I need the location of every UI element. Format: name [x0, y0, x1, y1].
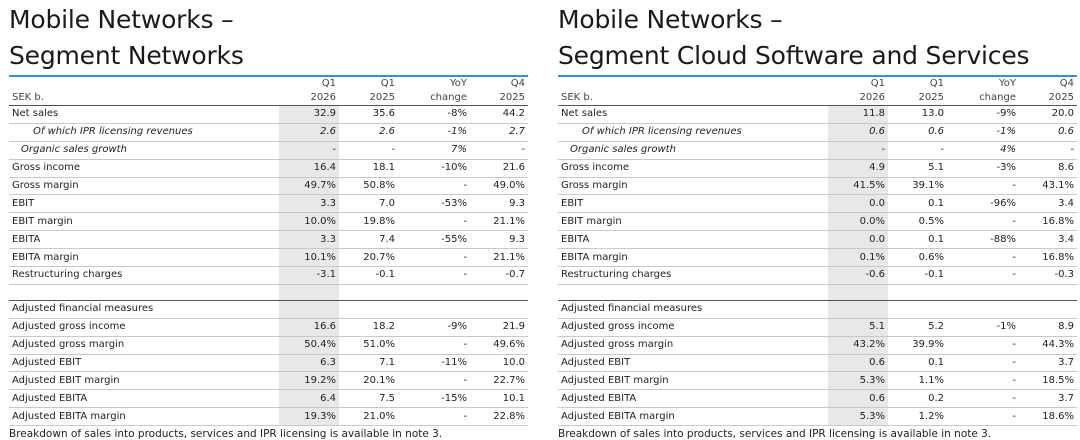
value-cell: 20.7% — [339, 249, 398, 267]
value-cell: 2.6 — [279, 123, 339, 141]
value-cell: -0.6 — [828, 267, 888, 285]
header-cell: Q1 — [929, 78, 944, 89]
value-cell: 4.9 — [828, 159, 888, 177]
header-row-year — [9, 91, 528, 106]
value-cell: - — [339, 141, 398, 159]
value-cell: - — [279, 141, 339, 159]
value-cell: 16.8% — [1019, 249, 1077, 267]
header-cell: change — [947, 91, 1019, 106]
value-cell: -96% — [947, 195, 1019, 213]
header-row-period — [9, 77, 528, 91]
value-cell: 19.2% — [279, 372, 339, 390]
value-cell: -9% — [947, 106, 1019, 124]
value-cell: - — [398, 336, 470, 354]
section-cell — [947, 300, 1019, 318]
section-cell — [339, 300, 398, 318]
value-cell: 21.1% — [470, 213, 528, 231]
header-empty — [558, 77, 828, 91]
title-line-1: Mobile Networks – — [9, 5, 234, 34]
value-cell: 0.0 — [828, 195, 888, 213]
value-cell: 20.0 — [1019, 106, 1077, 124]
value-cell: 10.1 — [470, 390, 528, 408]
value-cell: 19.3% — [279, 408, 339, 426]
table-row — [558, 106, 1077, 124]
spacer-cell — [279, 284, 339, 300]
value-cell: - — [470, 141, 528, 159]
value-cell: 0.6 — [828, 354, 888, 372]
header-cell: Q1 — [321, 78, 336, 89]
adjusted-table-row — [9, 372, 528, 390]
section-label: Adjusted financial measures — [558, 300, 828, 318]
row-label: Of which IPR licensing revenues — [9, 123, 279, 141]
spacer-cell — [558, 284, 828, 300]
value-cell: 39.1% — [888, 177, 947, 195]
value-cell: 5.3% — [828, 372, 888, 390]
header-cell: 2026 — [279, 91, 339, 106]
value-cell: 8.9 — [1019, 318, 1077, 336]
value-cell: 19.8% — [339, 213, 398, 231]
value-cell: -1% — [947, 123, 1019, 141]
value-cell: - — [398, 267, 470, 285]
value-cell: - — [398, 213, 470, 231]
value-cell: -1% — [398, 123, 470, 141]
value-cell: 49.6% — [470, 336, 528, 354]
row-label: EBIT margin — [558, 213, 828, 231]
value-cell: 22.8% — [470, 408, 528, 426]
adjusted-table-row — [9, 336, 528, 354]
value-cell: 2.6 — [339, 123, 398, 141]
header-cell: 2025 — [888, 91, 947, 106]
footnote: Breakdown of sales into products, services and IPR licensing is available in note 3. — [9, 428, 443, 440]
row-label: EBITA margin — [9, 249, 279, 267]
spacer-cell — [9, 284, 279, 300]
value-cell: - — [947, 177, 1019, 195]
value-cell: - — [947, 336, 1019, 354]
row-label: Restructuring charges — [9, 267, 279, 285]
row-label: Adjusted EBIT — [9, 354, 279, 372]
row-label: Adjusted gross margin — [9, 336, 279, 354]
value-cell: 4% — [947, 141, 1019, 159]
value-cell: 6.4 — [279, 390, 339, 408]
row-label: Gross margin — [558, 177, 828, 195]
adjusted-table-row — [558, 318, 1077, 336]
title-line-2: Segment Networks — [9, 41, 244, 70]
value-cell: 32.9 — [279, 106, 339, 124]
value-cell: 16.6 — [279, 318, 339, 336]
value-cell: 16.4 — [279, 159, 339, 177]
spacer-cell — [470, 284, 528, 300]
spacer-row — [558, 284, 1077, 300]
table-row — [558, 177, 1077, 195]
spacer-cell — [947, 284, 1019, 300]
row-label: EBIT — [558, 195, 828, 213]
value-cell: 0.6 — [1019, 123, 1077, 141]
row-label: Gross income — [558, 159, 828, 177]
value-cell: 21.1% — [470, 249, 528, 267]
value-cell: 7.4 — [339, 231, 398, 249]
value-cell: 3.7 — [1019, 354, 1077, 372]
value-cell: 0.5% — [888, 213, 947, 231]
value-cell: 50.4% — [279, 336, 339, 354]
row-label: EBITA — [558, 231, 828, 249]
row-label: EBIT — [9, 195, 279, 213]
value-cell: -53% — [398, 195, 470, 213]
value-cell: 21.9 — [470, 318, 528, 336]
value-cell: - — [947, 249, 1019, 267]
row-label: Gross margin — [9, 177, 279, 195]
header-cell: 2025 — [470, 91, 528, 106]
row-label: Adjusted gross income — [9, 318, 279, 336]
value-cell: 50.8% — [339, 177, 398, 195]
row-label: Of which IPR licensing revenues — [558, 123, 828, 141]
value-cell: 7.5 — [339, 390, 398, 408]
row-label: Adjusted gross income — [558, 318, 828, 336]
value-cell: 18.5% — [1019, 372, 1077, 390]
row-label: Adjusted gross margin — [558, 336, 828, 354]
adjusted-table-row — [558, 354, 1077, 372]
value-cell: 5.2 — [888, 318, 947, 336]
title-line-2: Segment Cloud Software and Services — [558, 41, 1030, 70]
value-cell: - — [947, 213, 1019, 231]
row-label: Restructuring charges — [558, 267, 828, 285]
header-row-period — [558, 77, 1077, 91]
value-cell: 10.1% — [279, 249, 339, 267]
segment-title — [9, 2, 528, 74]
adjusted-table-row — [558, 336, 1077, 354]
row-label: Organic sales growth — [558, 141, 828, 159]
value-cell: 6.3 — [279, 354, 339, 372]
value-cell: 18.6% — [1019, 408, 1077, 426]
header-cell: 2026 — [828, 91, 888, 106]
value-cell: 0.1 — [888, 354, 947, 372]
financial-table — [9, 77, 528, 426]
row-label: Adjusted EBITA margin — [558, 408, 828, 426]
value-cell: - — [398, 408, 470, 426]
table-row — [9, 231, 528, 249]
table-row — [558, 159, 1077, 177]
table-row — [9, 141, 528, 159]
value-cell: 3.7 — [1019, 390, 1077, 408]
header-row-year — [558, 91, 1077, 106]
row-label: EBITA — [9, 231, 279, 249]
adjusted-section-title — [558, 300, 1077, 318]
footnote: Breakdown of sales into products, services and IPR licensing is available in note 3. — [558, 428, 992, 440]
table-row — [9, 177, 528, 195]
value-cell: 0.1 — [888, 231, 947, 249]
value-cell: 0.6% — [888, 249, 947, 267]
panel-segment-networks — [9, 0, 528, 440]
value-cell: 20.1% — [339, 372, 398, 390]
section-cell — [470, 300, 528, 318]
header-cell: Q1 — [380, 78, 395, 89]
section-cell — [279, 300, 339, 318]
value-cell: 16.8% — [1019, 213, 1077, 231]
value-cell: 18.2 — [339, 318, 398, 336]
table-row — [9, 213, 528, 231]
value-cell: 51.0% — [339, 336, 398, 354]
value-cell: 1.1% — [888, 372, 947, 390]
header-cell: YoY — [449, 78, 467, 89]
value-cell: 0.1% — [828, 249, 888, 267]
table-row — [558, 213, 1077, 231]
table-row — [558, 123, 1077, 141]
table-row — [9, 123, 528, 141]
value-cell: 5.1 — [888, 159, 947, 177]
spacer-cell — [339, 284, 398, 300]
value-cell: -3.1 — [279, 267, 339, 285]
value-cell: 0.0 — [828, 231, 888, 249]
value-cell: 3.3 — [279, 195, 339, 213]
value-cell: 44.3% — [1019, 336, 1077, 354]
row-label: Adjusted EBITA margin — [9, 408, 279, 426]
section-cell — [398, 300, 470, 318]
title-line-1: Mobile Networks – — [558, 5, 783, 34]
table-row — [558, 141, 1077, 159]
table-row — [558, 249, 1077, 267]
value-cell: 0.6 — [828, 390, 888, 408]
table-row — [9, 106, 528, 124]
value-cell: 43.2% — [828, 336, 888, 354]
row-label: EBIT margin — [9, 213, 279, 231]
value-cell: 9.3 — [470, 231, 528, 249]
value-cell: - — [1019, 141, 1077, 159]
header-cell: YoY — [998, 78, 1016, 89]
value-cell: 44.2 — [470, 106, 528, 124]
value-cell: -88% — [947, 231, 1019, 249]
value-cell: 49.7% — [279, 177, 339, 195]
adjusted-table-row — [9, 354, 528, 372]
row-label: Net sales — [9, 106, 279, 124]
table-row — [9, 159, 528, 177]
unit-label: SEK b. — [9, 91, 279, 106]
table-row — [558, 267, 1077, 285]
value-cell: 21.0% — [339, 408, 398, 426]
adjusted-table-row — [9, 318, 528, 336]
adjusted-table-row — [558, 408, 1077, 426]
value-cell: 0.1 — [888, 195, 947, 213]
value-cell: -15% — [398, 390, 470, 408]
section-cell — [828, 300, 888, 318]
value-cell: 22.7% — [470, 372, 528, 390]
value-cell: -1% — [947, 318, 1019, 336]
value-cell: 10.0% — [279, 213, 339, 231]
section-cell — [1019, 300, 1077, 318]
row-label: Adjusted EBITA — [9, 390, 279, 408]
section-cell — [888, 300, 947, 318]
value-cell: -9% — [398, 318, 470, 336]
row-label: Organic sales growth — [9, 141, 279, 159]
adjusted-table-row — [558, 372, 1077, 390]
table-row — [9, 195, 528, 213]
value-cell: 5.3% — [828, 408, 888, 426]
row-label: Gross income — [9, 159, 279, 177]
value-cell: 7% — [398, 141, 470, 159]
header-cell: Q4 — [510, 78, 525, 89]
value-cell: 3.4 — [1019, 231, 1077, 249]
adjusted-table-row — [558, 390, 1077, 408]
header-cell: 2025 — [339, 91, 398, 106]
panel-segment-cloud-software-services — [558, 0, 1077, 440]
value-cell: 18.1 — [339, 159, 398, 177]
spacer-cell — [828, 284, 888, 300]
value-cell: - — [947, 372, 1019, 390]
value-cell: 5.1 — [828, 318, 888, 336]
row-label: EBITA margin — [558, 249, 828, 267]
value-cell: - — [947, 390, 1019, 408]
value-cell: -0.1 — [888, 267, 947, 285]
header-empty — [9, 77, 279, 91]
spacer-cell — [398, 284, 470, 300]
row-label: Adjusted EBIT margin — [9, 372, 279, 390]
spacer-cell — [1019, 284, 1077, 300]
adjusted-section-title — [9, 300, 528, 318]
table-row — [9, 249, 528, 267]
value-cell: -0.1 — [339, 267, 398, 285]
value-cell: - — [947, 408, 1019, 426]
value-cell: 7.0 — [339, 195, 398, 213]
value-cell: 0.6 — [828, 123, 888, 141]
value-cell: 3.3 — [279, 231, 339, 249]
value-cell: 13.0 — [888, 106, 947, 124]
value-cell: 0.2 — [888, 390, 947, 408]
segment-title — [558, 2, 1077, 74]
value-cell: -10% — [398, 159, 470, 177]
row-label: Adjusted EBIT — [558, 354, 828, 372]
value-cell: 39.9% — [888, 336, 947, 354]
value-cell: - — [398, 177, 470, 195]
value-cell: 0.0% — [828, 213, 888, 231]
value-cell: -0.7 — [470, 267, 528, 285]
value-cell: -0.3 — [1019, 267, 1077, 285]
section-label: Adjusted financial measures — [9, 300, 279, 318]
table-row — [9, 267, 528, 285]
value-cell: 7.1 — [339, 354, 398, 372]
adjusted-table-row — [9, 408, 528, 426]
financial-table — [558, 77, 1077, 426]
value-cell: -11% — [398, 354, 470, 372]
value-cell: - — [398, 249, 470, 267]
table-row — [558, 195, 1077, 213]
row-label: Adjusted EBIT margin — [558, 372, 828, 390]
value-cell: -8% — [398, 106, 470, 124]
value-cell: 9.3 — [470, 195, 528, 213]
value-cell: 35.6 — [339, 106, 398, 124]
header-cell: change — [398, 91, 470, 106]
value-cell: - — [398, 372, 470, 390]
value-cell: 11.8 — [828, 106, 888, 124]
spacer-cell — [888, 284, 947, 300]
header-cell: Q4 — [1059, 78, 1074, 89]
adjusted-table-row — [9, 390, 528, 408]
value-cell: 49.0% — [470, 177, 528, 195]
value-cell: 0.6 — [888, 123, 947, 141]
value-cell: -55% — [398, 231, 470, 249]
header-cell: Q1 — [870, 78, 885, 89]
value-cell: 43.1% — [1019, 177, 1077, 195]
row-label: Net sales — [558, 106, 828, 124]
value-cell: 10.0 — [470, 354, 528, 372]
value-cell: 8.6 — [1019, 159, 1077, 177]
value-cell: - — [947, 354, 1019, 372]
value-cell: -3% — [947, 159, 1019, 177]
value-cell: - — [828, 141, 888, 159]
value-cell: 3.4 — [1019, 195, 1077, 213]
value-cell: 21.6 — [470, 159, 528, 177]
row-label: Adjusted EBITA — [558, 390, 828, 408]
table-row — [558, 231, 1077, 249]
value-cell: 2.7 — [470, 123, 528, 141]
header-cell: 2025 — [1019, 91, 1077, 106]
spacer-row — [9, 284, 528, 300]
value-cell: 1.2% — [888, 408, 947, 426]
value-cell: - — [888, 141, 947, 159]
value-cell: - — [947, 267, 1019, 285]
value-cell: 41.5% — [828, 177, 888, 195]
unit-label: SEK b. — [558, 91, 828, 106]
